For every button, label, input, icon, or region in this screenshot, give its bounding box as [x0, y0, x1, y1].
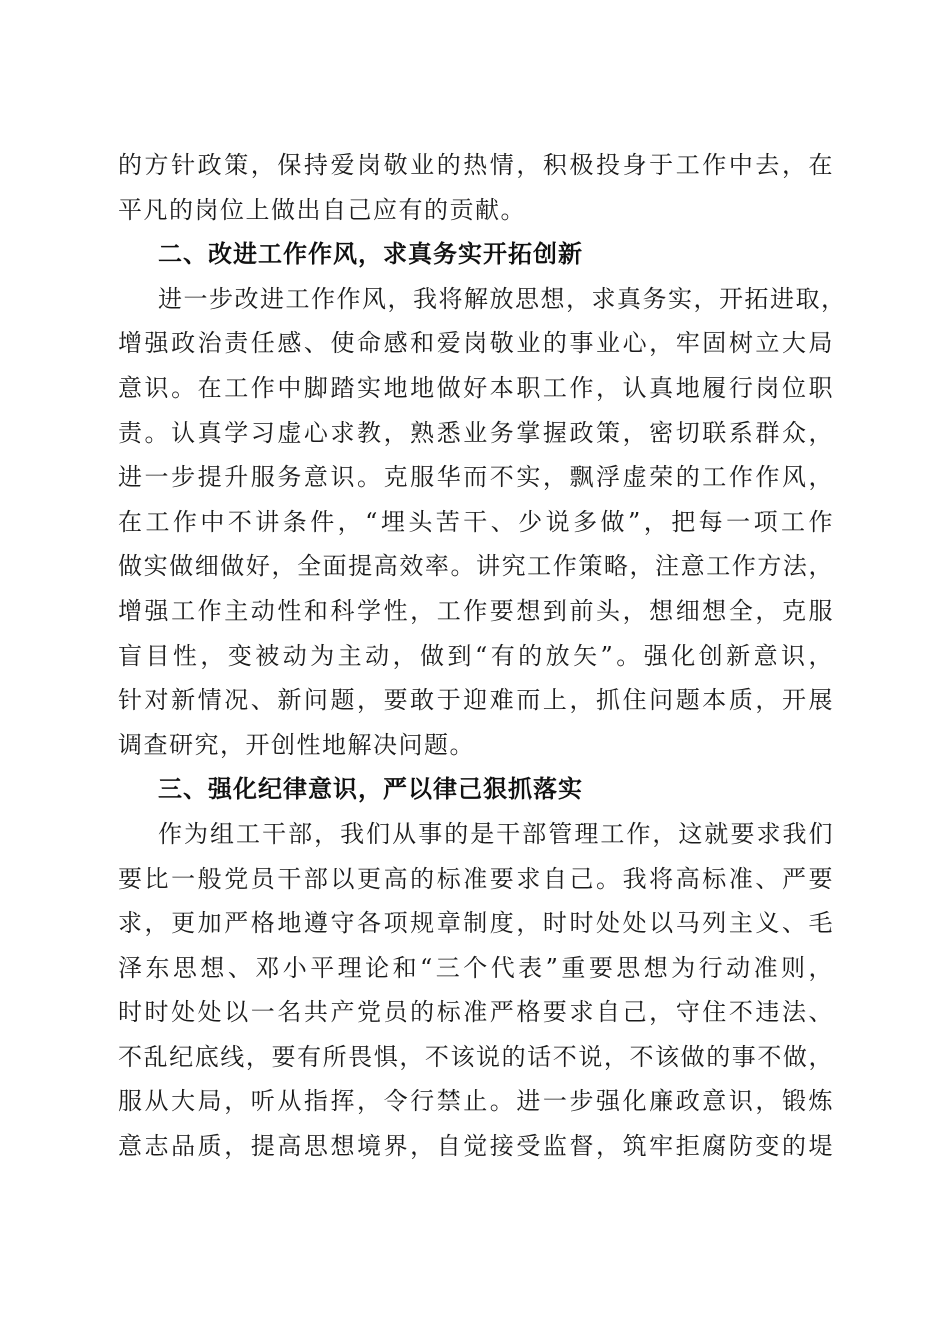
- text-line: 盲目性，变被动为主动，做到“有的放矢”。强化创新意识，: [118, 641, 834, 670]
- paragraph-section-3: [118, 812, 834, 1169]
- text-line: 泽东思想、邓小平理论和“三个代表”重要思想为行动准则，: [118, 953, 834, 982]
- text-line: 服从大局，听从指挥，令行禁止。进一步强化廉政意识，锻炼: [118, 1087, 834, 1116]
- section-heading-3: 三、强化纪律意识，严以律己狠抓落实: [158, 775, 583, 804]
- text-line: 意识。在工作中脚踏实地地做好本职工作，认真地履行岗位职: [118, 373, 834, 402]
- section-heading-2: 二、改进工作作风，求真务实开拓创新: [158, 240, 583, 269]
- text-line: 增强工作主动性和科学性，工作要想到前头，想细想全，克服: [118, 596, 834, 625]
- text-line: 调查研究，开创性地解决问题。: [118, 730, 475, 759]
- text-line: 针对新情况、新问题，要敢于迎难而上，抓住问题本质，开展: [118, 686, 834, 715]
- text-line: 增强政治责任感、使命感和爱岗敬业的事业心，牢固树立大局: [118, 329, 834, 358]
- paragraph-section-2: [118, 277, 847, 768]
- document-page: [118, 143, 847, 1169]
- paragraph-continued: [118, 143, 834, 232]
- text-line: 要比一般党员干部以更高的标准要求自己。我将高标准、严要: [118, 864, 834, 893]
- text-line: 求，更加严格地遵守各项规章制度，时时处处以马列主义、毛: [118, 909, 834, 938]
- text-line: 的方针政策，保持爱岗敬业的热情，积极投身于工作中去，在: [118, 151, 834, 179]
- text-line: 责。认真学习虚心求教，熟悉业务掌握政策，密切联系群众，: [118, 418, 834, 447]
- text-line: 做实做细做好，全面提高效率。讲究工作策略，注意工作方法，: [118, 552, 834, 581]
- text-line: 作为组工干部，我们从事的是干部管理工作，这就要求我们: [158, 819, 834, 848]
- text-line: 平凡的岗位上做出自己应有的贡献。: [118, 195, 526, 224]
- text-line: 在工作中不讲条件，“埋头苦干、少说多做”，把每一项工作: [118, 507, 834, 536]
- text-line: 进一步提升服务意识。克服华而不实，飘浮虚荣的工作作风，: [118, 463, 834, 492]
- text-line: 进一步改进工作作风，我将解放思想，求真务实，开拓进取，: [158, 284, 847, 313]
- text-line: 意志品质，提高思想境界，自觉接受监督，筑牢拒腐防变的堤: [118, 1132, 834, 1161]
- text-line: 时时处处以一名共产党员的标准严格要求自己，守住不违法、: [118, 998, 834, 1027]
- text-line: 不乱纪底线，要有所畏惧，不该说的话不说，不该做的事不做，: [118, 1042, 834, 1071]
